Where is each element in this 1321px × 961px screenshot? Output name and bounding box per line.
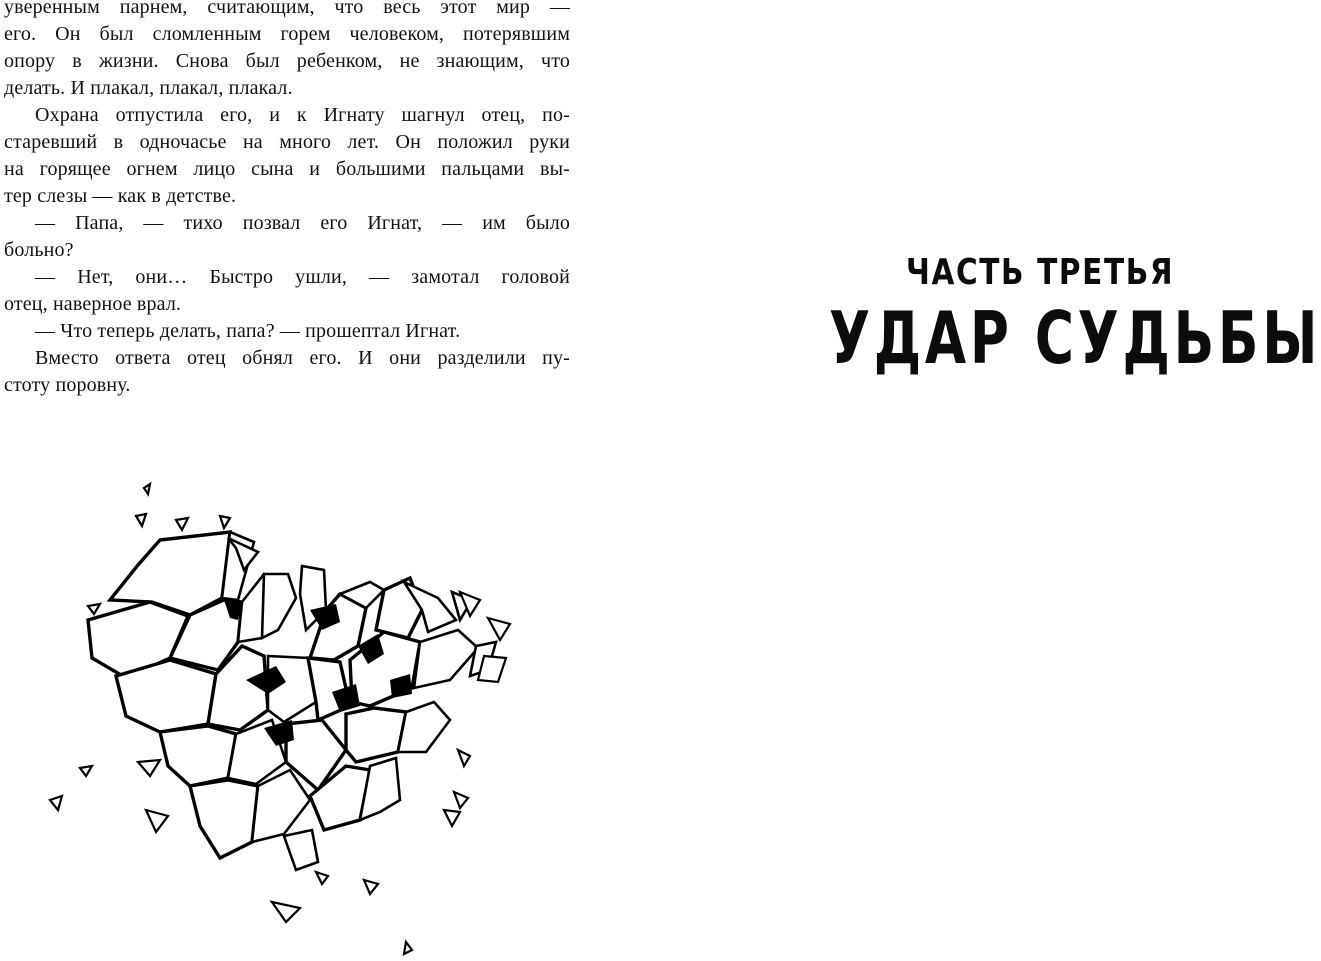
text-line: Вместо ответа отец обнял его. И они разделили пу- [35, 347, 570, 369]
text-line: уверенным парнем, считающим, что весь этот мир — [4, 0, 570, 18]
text-line: опору в жизни. Снова был ребенком, не знающим, что [4, 50, 570, 72]
text-line: — Папа, — тихо позвал его Игнат, — им было [35, 212, 570, 234]
text-line: старевший в одночасье на много лет. Он положил руки [4, 131, 570, 153]
text-line: его. Он был сломленным горем человеком, потерявшим [4, 23, 570, 45]
right-page [616, 0, 1321, 956]
text-line: отец, наверное врал. [4, 293, 182, 315]
text-line: — Что теперь делать, папа? — прошептал Игнат. [35, 320, 461, 342]
broken-heart-illustration-icon [40, 470, 530, 956]
text-line: — Нет, они… Быстро ушли, — замотал головой [35, 266, 570, 288]
text-line: стоту поровну. [4, 374, 131, 396]
text-line: на горящее огнем лицо сына и большими пальцами вы- [4, 158, 570, 180]
body-text [4, 0, 570, 399]
text-line: делать. И плакал, плакал, плакал. [4, 77, 293, 99]
text-line: больно? [4, 239, 74, 261]
part-title: УДАР СУДЬБЫ [829, 296, 1321, 380]
part-label: ЧАСТЬ ТРЕТЬЯ [906, 252, 1175, 293]
text-line: тер слезы — как в детстве. [4, 185, 237, 207]
left-page [0, 0, 616, 956]
text-line: Охрана отпустила его, и к Игнату шагнул отец, по- [35, 104, 570, 126]
